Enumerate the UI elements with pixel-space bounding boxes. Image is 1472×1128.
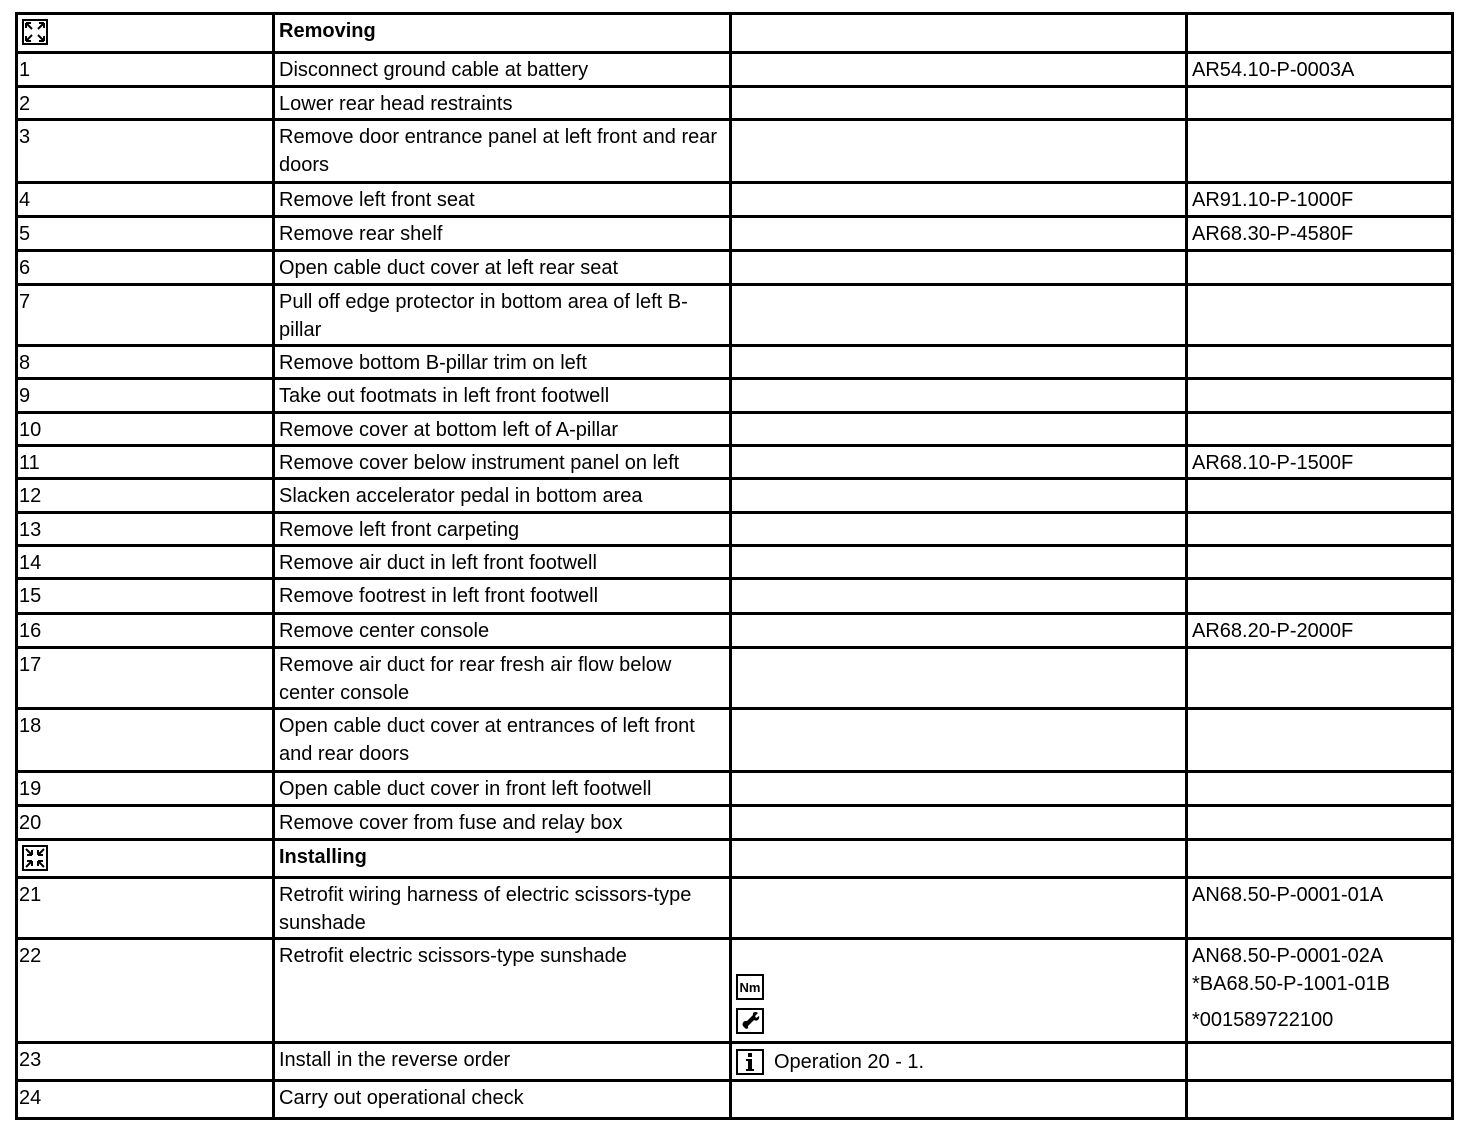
step-reference[interactable]: AR68.20-P-2000F <box>1187 614 1453 648</box>
special-tool-icon[interactable] <box>736 1008 764 1034</box>
step-text: Pull off edge protector in bottom area of left B-pillar <box>274 285 731 346</box>
step-text: Retrofit wiring harness of electric scissors-type sunshade <box>274 878 731 939</box>
step-reference[interactable] <box>1187 1081 1453 1119</box>
step-text: Take out footmats in left front footwell <box>274 379 731 413</box>
step-number: 24 <box>17 1081 274 1119</box>
step-row <box>17 346 1453 379</box>
step-text: Slacken accelerator pedal in bottom area <box>274 479 731 513</box>
step-number: 23 <box>17 1043 274 1081</box>
step-number: 6 <box>17 251 274 285</box>
step-row <box>17 709 1453 772</box>
step-text: Open cable duct cover at entrances of left front and rear doors <box>274 709 731 772</box>
step-row <box>17 1081 1453 1119</box>
step-reference[interactable] <box>1187 546 1453 579</box>
step-reference[interactable] <box>1187 772 1453 806</box>
step-text: Lower rear head restraints <box>274 87 731 120</box>
step-row <box>17 413 1453 446</box>
step-reference[interactable] <box>1187 513 1453 546</box>
step-reference[interactable] <box>1187 413 1453 446</box>
step-number: 10 <box>17 413 274 446</box>
svg-text:Nm: Nm <box>739 980 761 995</box>
step-number: 5 <box>17 217 274 251</box>
step-reference[interactable] <box>1187 648 1453 709</box>
step-reference[interactable] <box>1187 379 1453 413</box>
step-number: 4 <box>17 183 274 217</box>
step-text: Install in the reverse order <box>274 1043 731 1081</box>
step-text: Remove center console <box>274 614 731 648</box>
step-row <box>17 217 1453 251</box>
section-header-removing <box>17 14 1453 53</box>
step-reference[interactable] <box>1187 1043 1453 1081</box>
step-text: Remove footrest in left front footwell <box>274 579 731 614</box>
step-row <box>17 183 1453 217</box>
step-reference[interactable] <box>1187 285 1453 346</box>
step-text: Remove air duct in left front footwell <box>274 546 731 579</box>
step-row <box>17 479 1453 513</box>
tool-reference[interactable]: *001589722100 <box>1192 1009 1334 1031</box>
section-icon-cell <box>17 840 274 878</box>
step-row <box>17 546 1453 579</box>
step-row <box>17 1043 1453 1081</box>
tool-line <box>736 1004 1181 1038</box>
step-reference[interactable] <box>1187 579 1453 614</box>
step-row <box>17 120 1453 183</box>
step-text: Remove door entrance panel at left front and rear doors <box>274 120 731 183</box>
step-reference[interactable] <box>1187 479 1453 513</box>
step-row <box>17 513 1453 546</box>
section-title: Installing <box>274 840 731 878</box>
step-text: Open cable duct cover in front left footwell <box>274 772 731 806</box>
step-number: 9 <box>17 379 274 413</box>
step-text: Carry out operational check <box>274 1081 731 1119</box>
step-number: 11 <box>17 446 274 479</box>
step-text: Remove cover from fuse and relay box <box>274 806 731 840</box>
step-row <box>17 939 1453 1043</box>
step-text: Remove left front carpeting <box>274 513 731 546</box>
step-row <box>17 614 1453 648</box>
step-reference[interactable]: AR91.10-P-1000F <box>1187 183 1453 217</box>
step-reference[interactable]: AN68.50-P-0001-02A <box>1192 945 1384 967</box>
step-reference[interactable] <box>1187 120 1453 183</box>
step-number: 14 <box>17 546 274 579</box>
step-reference[interactable]: AR68.30-P-4580F <box>1187 217 1453 251</box>
step-reference[interactable]: AR68.10-P-1500F <box>1187 446 1453 479</box>
torque-reference[interactable]: *BA68.50-P-1001-01B <box>1192 973 1390 995</box>
step-reference[interactable] <box>1187 346 1453 379</box>
step-number: 19 <box>17 772 274 806</box>
step-row <box>17 806 1453 840</box>
step-row <box>17 648 1453 709</box>
step-number: 3 <box>17 120 274 183</box>
step-row <box>17 878 1453 939</box>
step-row <box>17 285 1453 346</box>
step-number: 16 <box>17 614 274 648</box>
step-number: 20 <box>17 806 274 840</box>
step-number: 13 <box>17 513 274 546</box>
step-text: Retrofit electric scissors-type sunshade <box>274 939 731 1043</box>
step-extra-icons <box>731 939 1187 1043</box>
assemble-icon <box>22 845 48 871</box>
step-number: 2 <box>17 87 274 120</box>
step-text: Remove cover below instrument panel on left <box>274 446 731 479</box>
step-number: 21 <box>17 878 274 939</box>
info-icon[interactable] <box>736 1049 764 1075</box>
step-number: 12 <box>17 479 274 513</box>
step-note-cell <box>731 1043 1187 1081</box>
section-header-installing <box>17 840 1453 878</box>
step-references <box>1187 939 1453 1043</box>
step-number: 22 <box>17 939 274 1043</box>
step-number: 18 <box>17 709 274 772</box>
step-number: 17 <box>17 648 274 709</box>
torque-line <box>736 970 1181 1004</box>
step-text: Remove rear shelf <box>274 217 731 251</box>
step-row <box>17 379 1453 413</box>
step-text: Remove left front seat <box>274 183 731 217</box>
step-number: 15 <box>17 579 274 614</box>
step-row <box>17 579 1453 614</box>
step-number: 8 <box>17 346 274 379</box>
section-icon-cell <box>17 14 274 53</box>
step-reference[interactable]: AN68.50-P-0001-01A <box>1187 878 1453 939</box>
step-number: 7 <box>17 285 274 346</box>
step-reference[interactable] <box>1187 806 1453 840</box>
step-row <box>17 446 1453 479</box>
operation-note-text[interactable]: Operation 20 - 1. <box>774 1051 925 1073</box>
step-row <box>17 251 1453 285</box>
step-reference[interactable] <box>1187 709 1453 772</box>
step-text: Disconnect ground cable at battery <box>274 53 731 87</box>
procedure-table <box>15 12 1454 1120</box>
section-title: Removing <box>274 14 731 53</box>
step-reference[interactable] <box>1187 251 1453 285</box>
step-reference[interactable]: AR54.10-P-0003A <box>1187 53 1453 87</box>
step-reference[interactable] <box>1187 87 1453 120</box>
step-text: Remove cover at bottom left of A-pillar <box>274 413 731 446</box>
operation-note <box>736 1048 1181 1076</box>
disassemble-icon <box>22 19 48 45</box>
step-text: Open cable duct cover at left rear seat <box>274 251 731 285</box>
step-row <box>17 87 1453 120</box>
step-number: 1 <box>17 53 274 87</box>
step-text: Remove bottom B-pillar trim on left <box>274 346 731 379</box>
step-row <box>17 772 1453 806</box>
step-row <box>17 53 1453 87</box>
torque-nm-icon[interactable] <box>736 974 764 1000</box>
step-text: Remove air duct for rear fresh air flow below center console <box>274 648 731 709</box>
